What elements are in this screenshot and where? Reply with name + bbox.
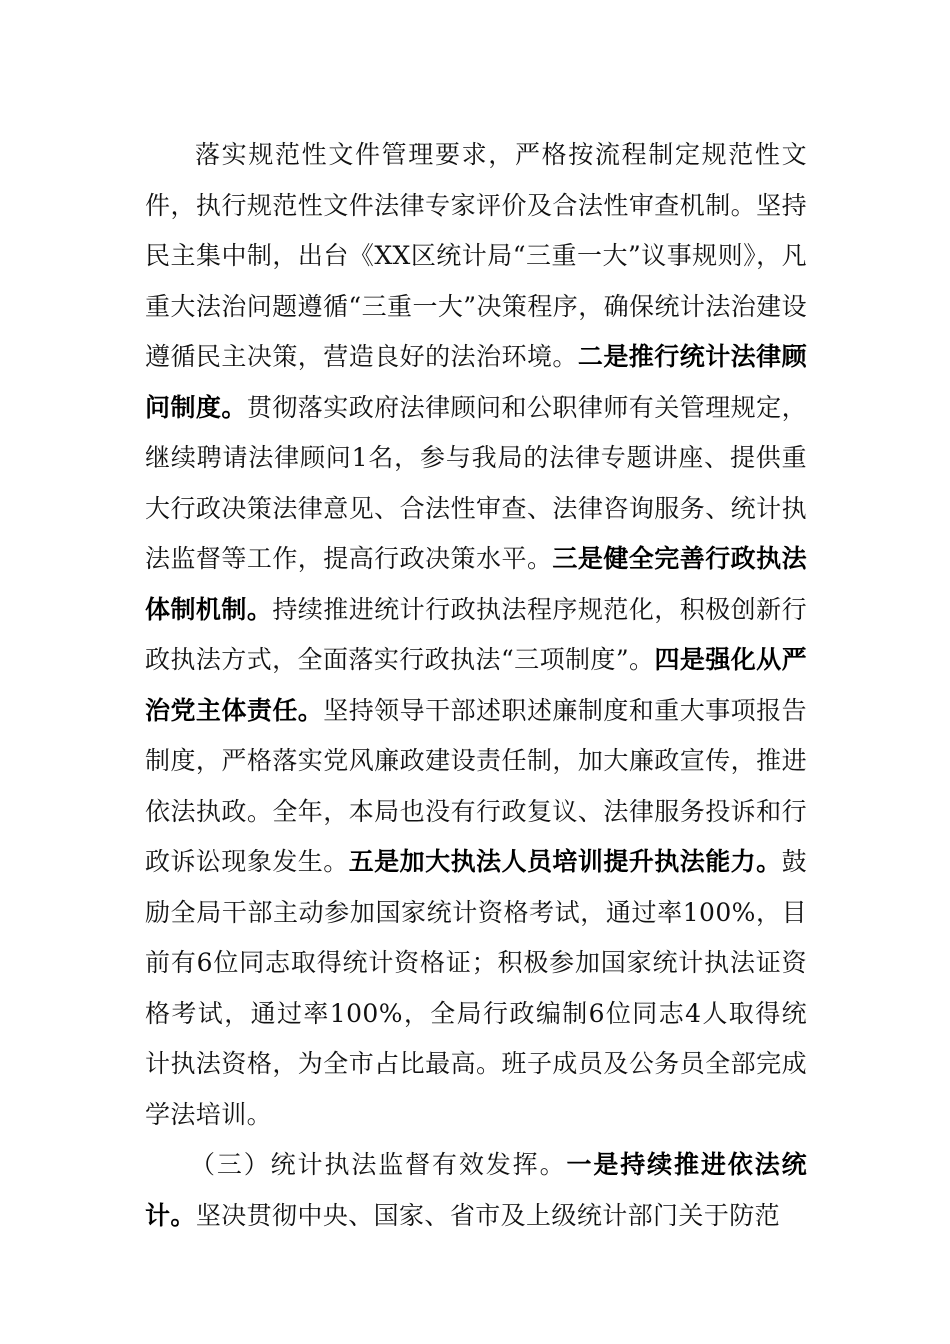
section-heading: （三）统计执法监督有效发挥。 [190,1150,567,1179]
paragraph-text: 落实规范性文件管理要求，严格按流程制定规范性文件，执行规范性文件法律专家评价及合法性审查机制。坚持民主集中制，出台《XX区统计局“三重一大”议事规则》，凡重大法治问题遵循“三重一大”决策程序，确保统计法治建设遵循民主决策，营造良好的法治环境。 [145,140,807,371]
paragraph-text: 坚持领导干部述职述廉制度和重大事项报告制度，严格落实党风廉政建设责任制，加大廉政宣传，推进依法执政。全年，本局也没有行政复议、法律服务投诉和行政诉讼现象发生。 [145,695,807,876]
paragraph-text: 鼓励全局干部主动参加国家统计资格考试，通过率100%，目前有6位同志取得统计资格证；积极参加国家统计执法证资格考试，通过率100%，全局行政编制6位同志4人取得统计执法资格，为全市占比最高。班子成员及公务员全部完成学法培训。 [145,847,807,1129]
paragraph-text: 贯彻落实政府法律顾问和公职律师有关管理规定，继续聘请法律顾问1名，参与我局的法律专题讲座、提供重大行政决策法律意见、合法性审查、法律咨询服务、统计执法监督等工作，提高行政决策水平。 [145,392,807,573]
body-paragraph [145,1140,807,1241]
bold-heading: 一是持续推进依法统计。 [145,1150,807,1230]
bold-heading: 三是健全完善行政执法体制机制。 [145,544,807,624]
paragraph-text: 持续推进统计行政执法程序规范化，积极创新行政执法方式，全面落实行政执法“三项制度”。 [145,594,807,674]
paragraph-text: 坚决贯彻中央、国家、省市及上级统计部门关于防范 [195,1200,781,1230]
bold-heading: 五是加大执法人员培训提升执法能力。 [348,847,782,876]
document-body [145,130,807,1241]
bold-heading: 二是推行统计法律顾问制度。 [145,342,807,422]
body-paragraph [145,130,807,1140]
bold-heading: 四是强化从严治党主体责任。 [145,645,807,725]
